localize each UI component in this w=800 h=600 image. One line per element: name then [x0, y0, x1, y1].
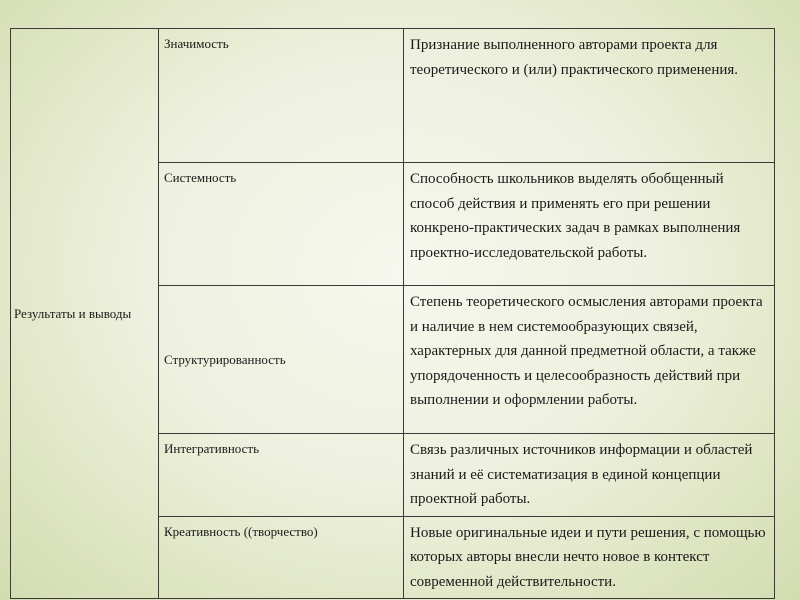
description-text: Связь различных источников информации и областей знаний и её систематизация в единой концепции проектной работы.: [410, 442, 753, 507]
description-cell: [404, 286, 775, 434]
criterion-cell: [159, 434, 404, 517]
description-text: Новые оригинальные идеи и пути решения, с помощью которых авторы внесли нечто новое в контекст современной действительности.: [410, 524, 766, 590]
criterion-cell: [159, 516, 404, 599]
criterion-label: Структурированность: [164, 351, 286, 367]
section-label: Результаты и выводы: [14, 305, 132, 321]
criterion-cell: [159, 163, 404, 286]
description-cell: [404, 516, 775, 599]
criterion-label: Креативность ((творчество): [164, 523, 318, 539]
criteria-table: [10, 28, 775, 599]
description-text: Признание выполненного авторами проекта для теоретического и (или) практического применения.: [410, 37, 739, 78]
table-row: [11, 29, 775, 163]
section-cell: [11, 29, 159, 599]
criterion-label: Системность: [164, 170, 237, 185]
description-text: Способность школьников выделять обобщенный способ действия и применять его при решении конкрено-практических задач в рамках выполнения проектно-исследовательской работы.: [410, 171, 741, 261]
description-cell: [404, 434, 775, 517]
criterion-label: Значимость: [164, 36, 229, 51]
criterion-label: Интегративность: [164, 441, 259, 456]
slide-content: [10, 28, 774, 599]
description-cell: [404, 163, 775, 286]
description-text: Степень теоретического осмысления авторами проекта и наличие в нем системообразующих связей, характерных для данной предметной области, а также упорядоченность и целесообразность действий при выполнении и оформлении работы.: [410, 294, 763, 408]
criterion-cell: [159, 286, 404, 434]
description-cell: [404, 29, 775, 163]
criterion-cell: [159, 29, 404, 163]
